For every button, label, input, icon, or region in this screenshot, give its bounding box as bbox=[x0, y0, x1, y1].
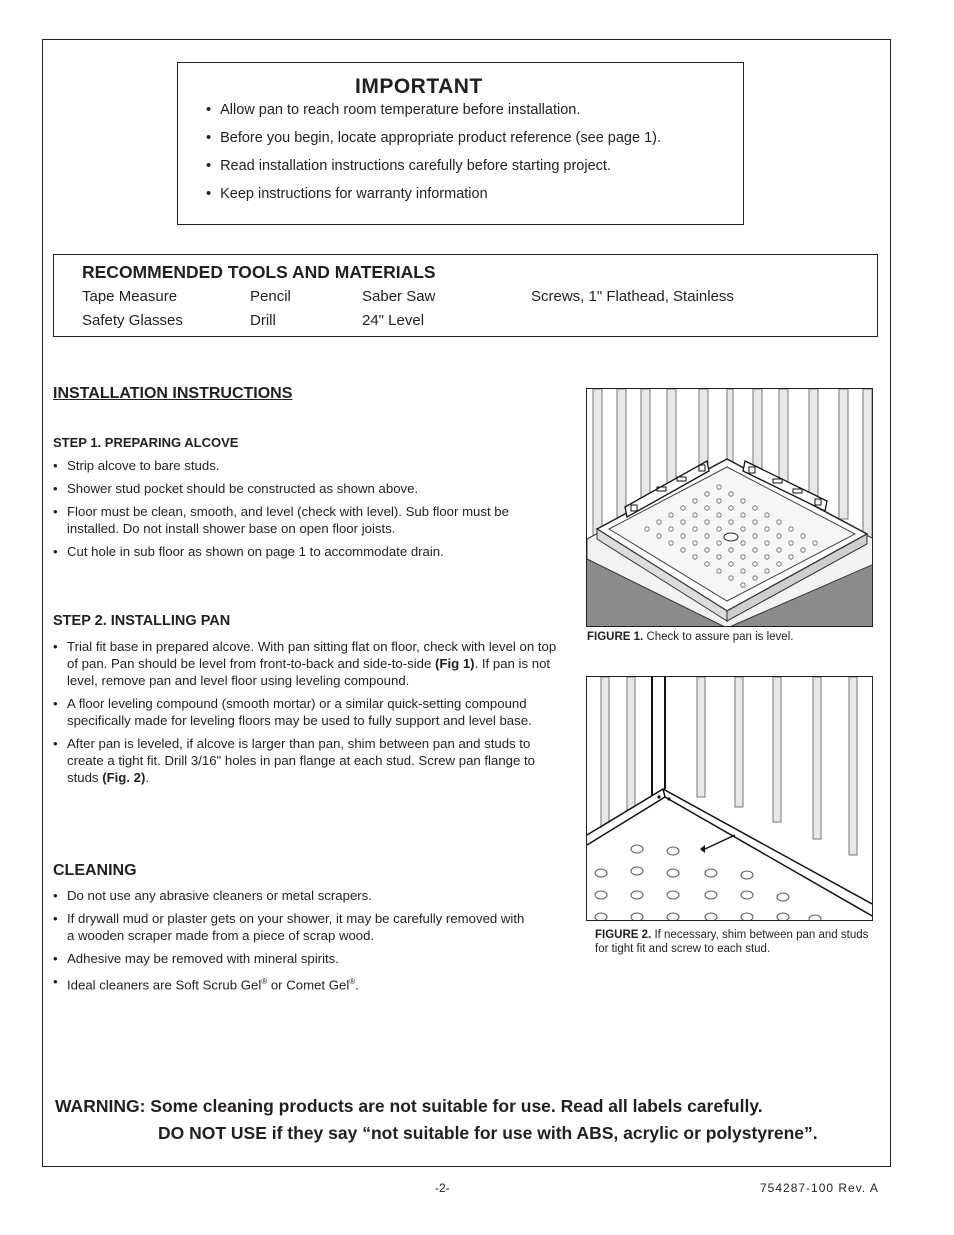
important-title: IMPORTANT bbox=[355, 75, 483, 98]
figure1-illustration bbox=[586, 388, 873, 627]
tool-item: Screws, 1" Flathead, Stainless bbox=[531, 288, 734, 305]
step2-title: STEP 2. INSTALLING PAN bbox=[53, 613, 231, 629]
tool-item: Pencil bbox=[250, 288, 291, 305]
tool-item: Saber Saw bbox=[362, 288, 436, 305]
list-item: • Adhesive may be removed with mineral spirits. bbox=[53, 950, 533, 967]
step1-title: STEP 1. PREPARING ALCOVE bbox=[53, 435, 239, 450]
list-item: • A floor leveling compound (smooth mortar) or a similar quick-setting compound specifically made for leveling floors may be used to fully support and level base. bbox=[53, 695, 565, 729]
document-code: 754287-100 Rev. A bbox=[760, 1181, 879, 1195]
tool-item: Drill bbox=[250, 312, 276, 329]
step2-list bbox=[53, 638, 565, 786]
warning-line-2: DO NOT USE if they say “not suitable for use with ABS, acrylic or polystyrene”. bbox=[158, 1123, 818, 1143]
important-item: • Keep instructions for warranty information bbox=[206, 185, 661, 213]
warning-line-1: WARNING: Some cleaning products are not suitable for use. Read all labels carefully. bbox=[55, 1096, 763, 1116]
figure2-text: If necessary, shim between pan and studs for tight fit and screw to each stud. bbox=[595, 929, 869, 955]
figure2-label: FIGURE 2. bbox=[595, 929, 652, 941]
important-item: • Allow pan to reach room temperature before installation. bbox=[206, 101, 661, 129]
figure1-caption bbox=[587, 630, 874, 644]
figure1-text: Check to assure pan is level. bbox=[646, 631, 794, 643]
tool-item: Safety Glasses bbox=[82, 312, 183, 329]
tools-title: RECOMMENDED TOOLS AND MATERIALS bbox=[82, 262, 436, 282]
pan-level-drawing bbox=[587, 389, 873, 627]
list-item: • Do not use any abrasive cleaners or metal scrapers. bbox=[53, 887, 533, 904]
tool-item: 24" Level bbox=[362, 312, 425, 329]
installation-title: INSTALLATION INSTRUCTIONS bbox=[53, 385, 293, 402]
tool-item: Tape Measure bbox=[82, 288, 178, 305]
cleaning-title: CLEANING bbox=[53, 862, 137, 879]
important-item: • Read installation instructions carefully before starting project. bbox=[206, 157, 661, 185]
list-item: • Strip alcove to bare studs. bbox=[53, 457, 573, 474]
figure1-label: FIGURE 1. bbox=[587, 631, 644, 643]
list-item: • If drywall mud or plaster gets on your shower, it may be carefully removed with a wooden scraper made from a piece of scrap wood. bbox=[53, 910, 533, 944]
shim-screw-drawing bbox=[587, 677, 873, 921]
list-item: • Trial fit base in prepared alcove. With pan sitting flat on floor, check with level on top of pan. Pan should be level from front-to-back and side-to-side (Fig 1). If pan is not level, remove pan and level floor using leveling compound. bbox=[53, 638, 565, 689]
step1-list bbox=[53, 457, 573, 560]
figure-ref: (Fig 1) bbox=[435, 656, 475, 671]
important-item: • Before you begin, locate appropriate product reference (see page 1). bbox=[206, 129, 661, 157]
list-item: • Shower stud pocket should be constructed as shown above. bbox=[53, 480, 573, 497]
warning-block bbox=[55, 1093, 818, 1147]
list-item: • Floor must be clean, smooth, and level (check with level). Sub floor must be installed. Do not install shower base on open floor joists. bbox=[53, 503, 547, 537]
list-item: • After pan is leveled, if alcove is larger than pan, shim between pan and studs to create a tight fit. Drill 3/16" holes in pan flange at each stud. Screw pan flange to studs (Fig. 2). bbox=[53, 735, 565, 786]
figure2-caption bbox=[595, 928, 875, 956]
figure2-illustration bbox=[586, 676, 873, 921]
figure-ref: (Fig. 2) bbox=[102, 770, 146, 785]
important-list bbox=[206, 101, 661, 213]
cleaning-list bbox=[53, 887, 533, 993]
important-box bbox=[177, 62, 744, 225]
list-item: • Ideal cleaners are Soft Scrub Gel® or Comet Gel®. bbox=[53, 973, 533, 993]
list-item: • Cut hole in sub floor as shown on page 1 to accommodate drain. bbox=[53, 543, 573, 560]
page-number: -2- bbox=[435, 1181, 450, 1195]
tools-box bbox=[53, 254, 878, 337]
